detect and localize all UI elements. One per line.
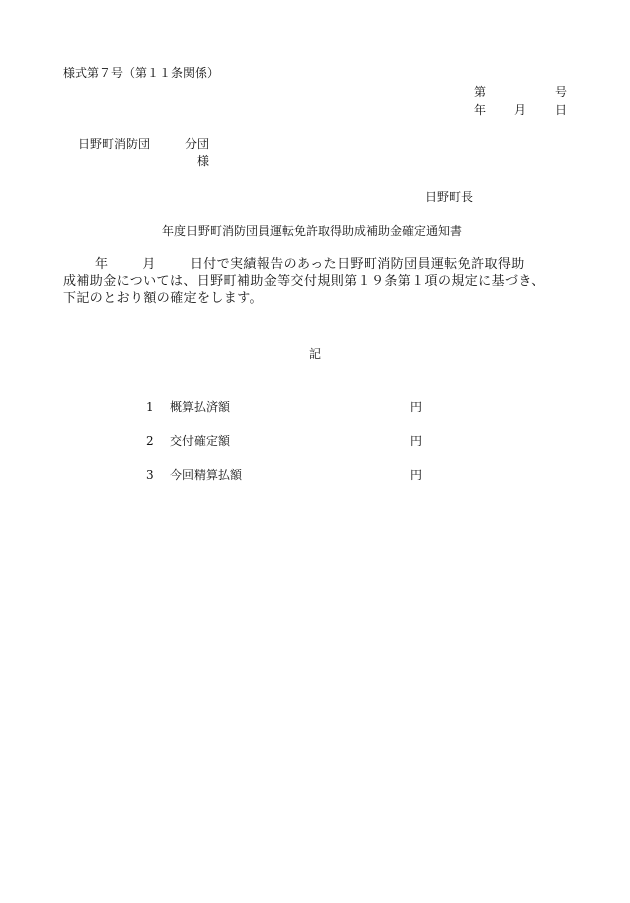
body-paragraph xyxy=(63,256,583,307)
body-text-line-1: 日付で実績報告のあった日野町消防団員運転免許取得助 xyxy=(189,257,525,272)
list-item xyxy=(146,466,426,484)
date-year: 年 xyxy=(474,103,487,117)
item-unit: 円 xyxy=(410,468,423,482)
body-text-line-2: 成補助金については、日野町補助金等交付規則第１９条第１項の規定に基づき、 xyxy=(63,274,545,289)
form-number: 様式第７号（第１１条関係） xyxy=(63,66,220,80)
addressee-branch: 分団 xyxy=(185,137,210,151)
item-label: 概算払済額 xyxy=(170,400,231,414)
item-number: 1 xyxy=(146,400,154,414)
item-unit: 円 xyxy=(410,434,423,448)
ki-heading: 記 xyxy=(309,347,322,361)
list-item xyxy=(146,398,426,416)
list-item xyxy=(146,432,426,450)
item-label: 今回精算払額 xyxy=(170,468,243,482)
body-text-line-3: 下記のとおり額の確定をします。 xyxy=(63,291,263,306)
item-unit: 円 xyxy=(410,400,423,414)
doc-number-suffix: 号 xyxy=(555,85,568,99)
addressee-honorific: 様 xyxy=(197,154,210,168)
issuer: 日野町長 xyxy=(425,190,474,204)
body-month-label: 月 xyxy=(142,257,156,272)
doc-number-prefix: 第 xyxy=(474,85,487,99)
addressee-org: 日野町消防団 xyxy=(78,137,151,151)
date-month: 月 xyxy=(514,103,527,117)
item-label: 交付確定額 xyxy=(170,434,231,448)
item-number: 3 xyxy=(146,468,154,482)
date-day: 日 xyxy=(555,103,568,117)
document-title: 年度日野町消防団員運転免許取得助成補助金確定通知書 xyxy=(162,224,463,238)
item-number: 2 xyxy=(146,434,154,448)
body-year-label: 年 xyxy=(95,257,109,272)
